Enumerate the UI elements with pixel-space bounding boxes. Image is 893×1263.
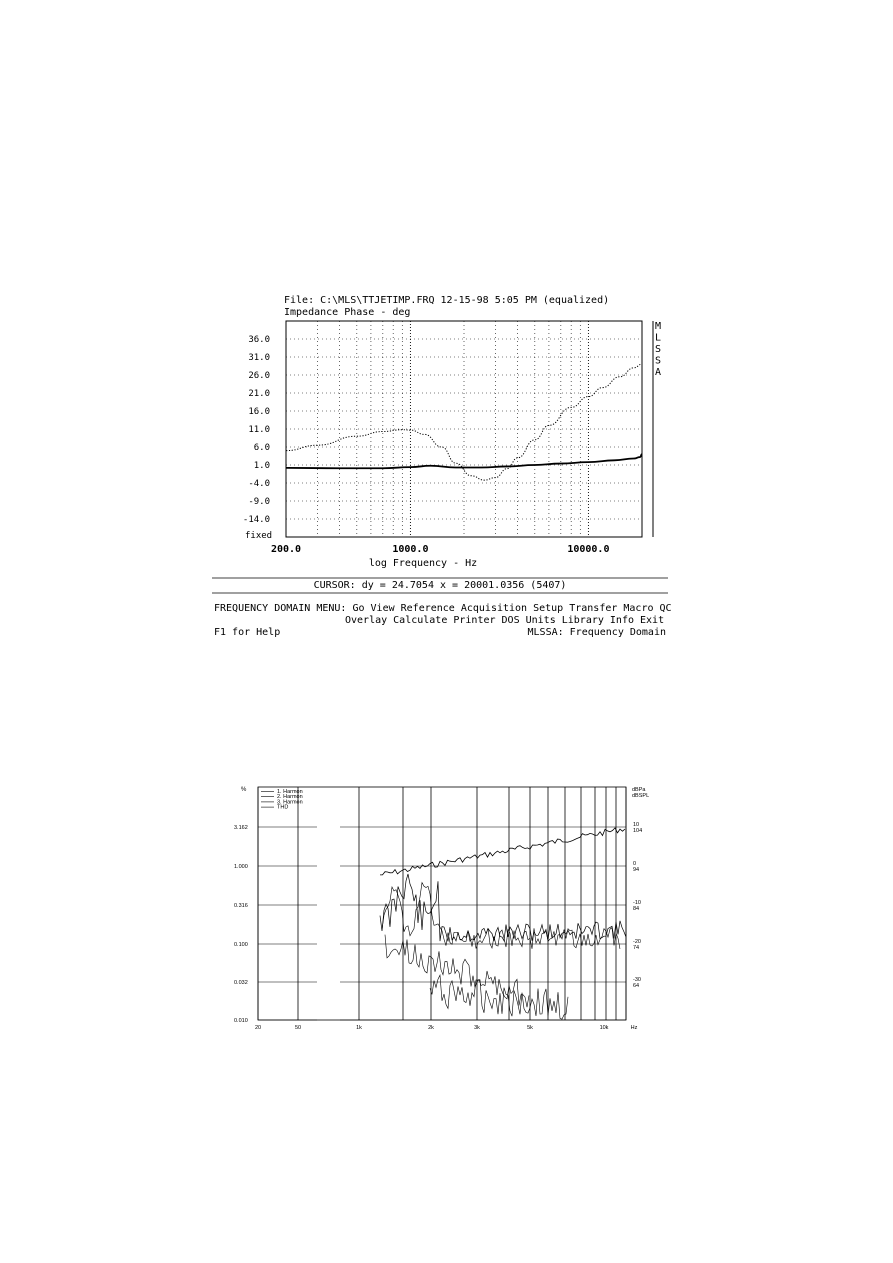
harmonic-1-trace xyxy=(380,874,626,941)
x-tick-label: 5k xyxy=(527,1025,533,1031)
menu-line-2: Overlay Calculate Printer DOS Units Library Info Exit xyxy=(345,615,665,626)
legend-entry: 3. Harmon xyxy=(277,799,303,806)
x-tick-label: 2k xyxy=(428,1025,434,1031)
harmonic-2-trace xyxy=(385,935,529,1008)
y-tick-label: 6.0 xyxy=(253,443,270,453)
y-tick-label: -9.0 xyxy=(248,497,270,507)
menu-line-1: FREQUENCY DOMAIN MENU: Go View Reference Acquisition Setup Transfer Macro QC xyxy=(214,603,672,614)
y-left-tick-label: 0.100 xyxy=(234,942,248,948)
legend-entry: THD xyxy=(277,804,289,811)
y-tick-label: 31.0 xyxy=(248,353,270,363)
y-right-tick-label-2: 84 xyxy=(633,906,640,912)
x-tick-label: 10k xyxy=(599,1025,609,1031)
y-right-tick-label-1: -10 xyxy=(633,900,641,906)
y-tick-label: 36.0 xyxy=(248,335,270,345)
side-label-letter: S xyxy=(654,344,662,355)
y-left-tick-label: 3.162 xyxy=(234,825,248,831)
y-right-tick-label-2: 104 xyxy=(633,828,643,834)
x-tick-label: Hz xyxy=(630,1025,638,1031)
x-tick-label: 10000.0 xyxy=(567,544,610,555)
y-tick-label: 21.0 xyxy=(248,389,270,399)
x-tick-label: 1k xyxy=(356,1025,362,1031)
y-tick-label: 16.0 xyxy=(248,407,270,417)
side-label-letter: A xyxy=(654,367,662,378)
y-right-tick-label-2: 94 xyxy=(633,867,640,873)
x-tick-label: 1000.0 xyxy=(392,544,429,555)
mode-label: MLSSA: Frequency Domain xyxy=(527,627,666,638)
y-right-tick-label-2: 64 xyxy=(633,983,640,989)
cursor-readout: CURSOR: dy = 24.7054 x = 20001.0356 (5407) xyxy=(313,580,567,591)
y-tick-label: 1.0 xyxy=(253,461,270,471)
y-left-tick-label: 0.032 xyxy=(234,980,248,986)
x-tick-label: 3k xyxy=(474,1025,480,1031)
y-right-tick-label-1: -30 xyxy=(633,977,641,983)
y-right-unit-1: dBPa xyxy=(632,787,646,793)
file-line: File: C:\MLS\TTJETIMP.FRQ 12-15-98 5:05 PM (equalized) xyxy=(284,295,610,306)
side-label-letter: M xyxy=(654,321,662,332)
y-right-tick-label-2: 74 xyxy=(633,945,640,951)
y-right-tick-label-1: -20 xyxy=(633,939,641,945)
y-right-tick-label-1: 10 xyxy=(633,822,640,828)
legend-entry: 2. Harmon xyxy=(277,794,303,801)
y-tick-label: 26.0 xyxy=(248,371,270,381)
y-left-tick-label: 0.316 xyxy=(234,903,248,909)
legend-entry: 1. Harmon xyxy=(277,789,303,795)
side-label-letter: S xyxy=(654,355,662,367)
x-axis-label: log Frequency - Hz xyxy=(368,558,478,569)
y-tick-label: 11.0 xyxy=(248,425,270,435)
y-right-unit-2: dBSPL xyxy=(632,793,650,799)
side-label-letter: L xyxy=(654,332,662,344)
y-bottom-label: fixed xyxy=(245,531,273,541)
y-right-tick-label-1: 0 xyxy=(633,861,637,867)
y-tick-label: -4.0 xyxy=(248,479,270,489)
y-left-unit: % xyxy=(241,787,247,793)
y-tick-label: -14.0 xyxy=(242,515,270,525)
x-tick-label: 50 xyxy=(294,1025,302,1031)
x-tick-label: 20 xyxy=(254,1025,262,1031)
help-hint: F1 for Help xyxy=(214,627,281,638)
chart-title: Impedance Phase - deg xyxy=(284,307,411,318)
y-left-tick-label: 1.000 xyxy=(234,864,248,870)
y-left-tick-label: 0.010 xyxy=(234,1018,248,1024)
plot-frame xyxy=(258,787,626,1020)
x-tick-label: 200.0 xyxy=(270,544,302,555)
fundamental-trace xyxy=(380,828,625,875)
harmonic-3-trace xyxy=(430,975,568,1019)
